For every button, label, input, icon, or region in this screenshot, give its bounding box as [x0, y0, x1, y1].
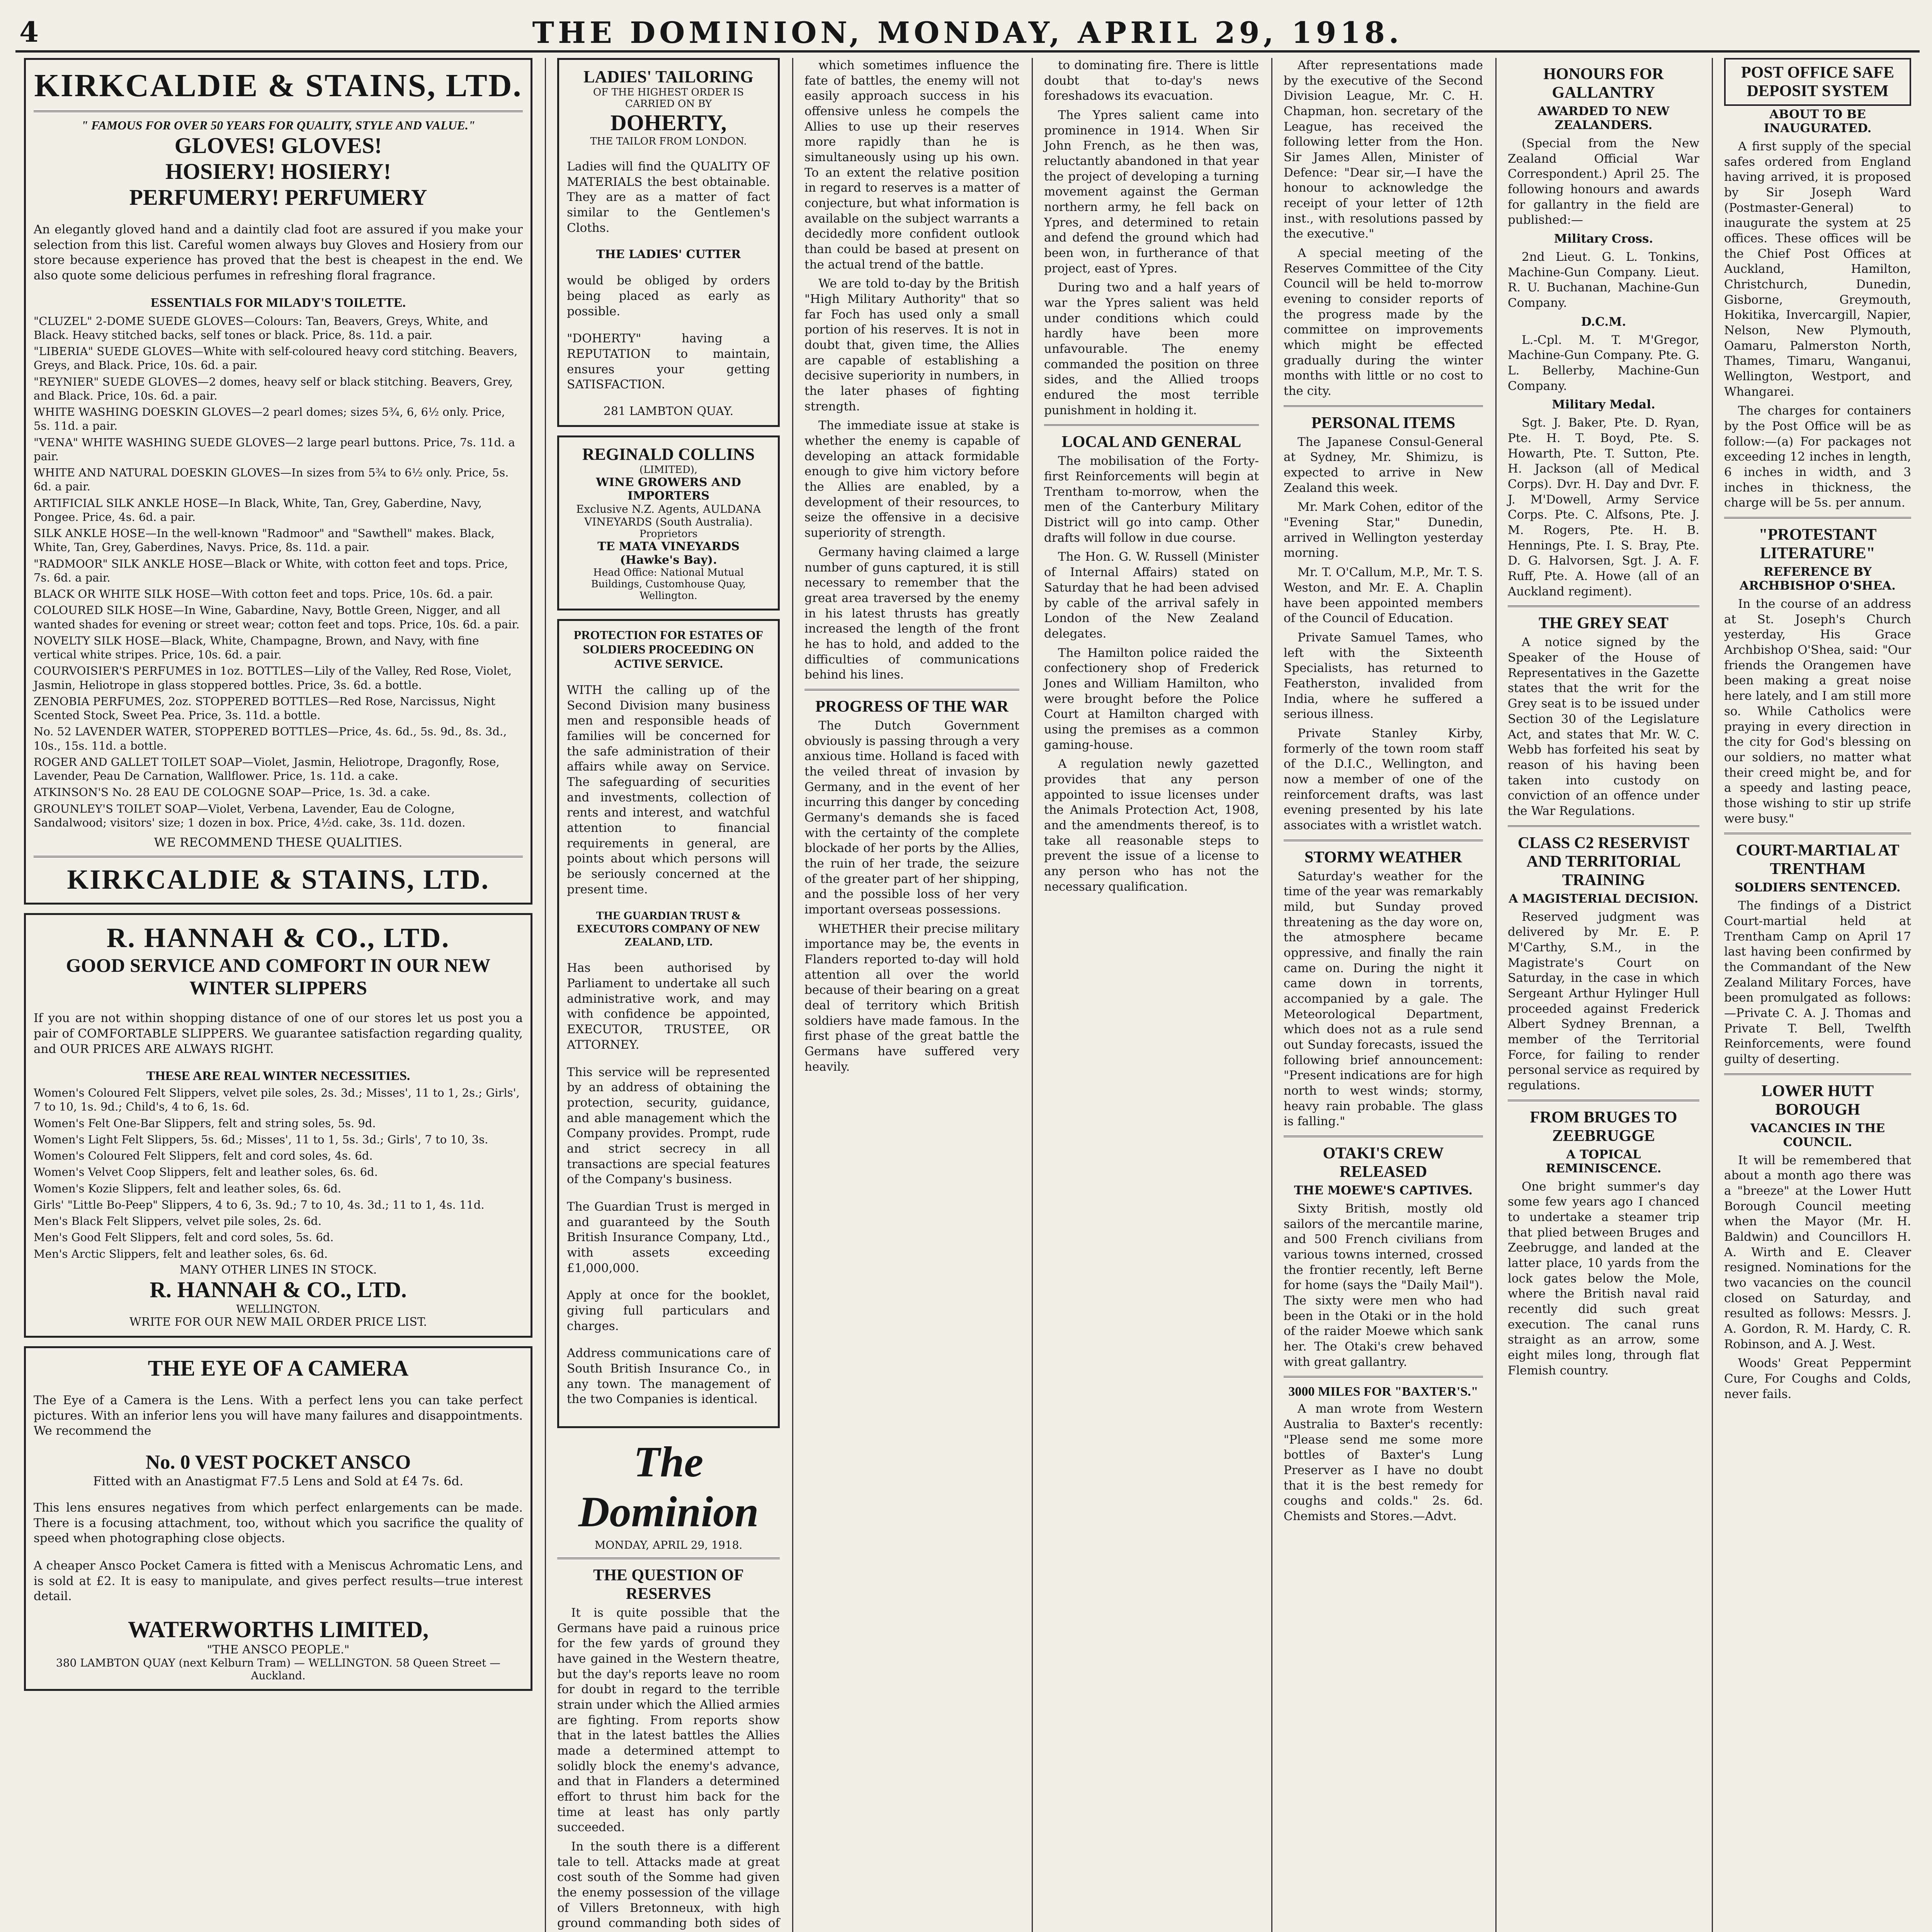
ladies-head: LADIES' TAILORING [583, 67, 753, 86]
grey-seat-head: THE GREY SEAT [1538, 614, 1669, 633]
article-paragraph: A first supply of the special safes ordered from England having arrived, it is proposed by Sir Joseph Ward (Postmaster-General) to inaugurate the system at 25 offices. These offices will be the Chief Post Offices at Auckland, Hamilton, Christchurch, Dunedin, Gisborne, Greymouth, Hokitika, Invercargill, Napier, Nelson, New Plymouth, Oamaru, Palmerston North, Thames, Timaru, Wanganui, Wellington, Westport, and Whangarei. [1724, 139, 1911, 399]
protestant-literature-head: "PROTESTANT LITERATURE" [1759, 526, 1877, 563]
list-item: COURVOISIER'S PERFUMES in 1oz. BOTTLES—Lily of the Valley, Red Rose, Violet, Jasmin, Heliotrope in glass stoppered bottles. Price, 3s. 6d. a bottle. [34, 664, 512, 692]
article-paragraph: The Hon. G. W. Russell (Minister of Internal Affairs) stated on Saturday that he had been advised by cable of the arrival safely in London of the New Zealand delegates. [1044, 550, 1259, 641]
column-4 [796, 58, 1028, 1932]
list-item: Women's Felt One-Bar Slippers, felt and string soles, 5s. 9d. [34, 1116, 376, 1130]
dcm-head: D.C.M. [1581, 315, 1626, 329]
lower-hutt-subhead: VACANCIES IN THE COUNCIL. [1750, 1121, 1885, 1149]
protection-trust-body: Has been authorised by Parliament to undertake all such administrative work, and may with confidence be appointed, EXECUTOR, TRUSTEE, OR ATTORNEY. [567, 961, 770, 1052]
hannah-many: MANY OTHER LINES IN STOCK. [179, 1263, 377, 1277]
article-paragraph: Sixty British, mostly old sailors of the mercantile marine, and 500 French civilians from various towns interned, crossed the frontier recently, left Berne for home (says the "Daily Mail"). The sixty were men who had been in the Otaki or in the hold of the raider Moewe which sank her. The Otaki's crew behaved with great gallantry. [1284, 1202, 1483, 1369]
list-item: "RADMOOR" SILK ANKLE HOSE—Black or White, with cotton feet and tops. Price, 7s. 6d. a pair. [34, 557, 508, 584]
article-paragraph: 2nd Lieut. G. L. Tonkins, Machine-Gun Company. Lieut. R. U. Buchanan, Machine-Gun Company. [1508, 250, 1699, 310]
stormy-weather-head: STORMY WEATHER [1304, 848, 1463, 866]
article-paragraph: One bright summer's day some few years ago I chanced to undertake a steamer trip that plied between Bruges and Zeebrugge, and landed at the latter place, 10 yards from the lock gates below the Mole, where the British naval raid recently did such great execution. The canal runs straight as an arrow, some eight miles long, through flat Flemish country. [1508, 1179, 1699, 1378]
gallantry-subhead: AWARDED TO NEW ZEALANDERS. [1537, 104, 1670, 132]
list-item: Women's Coloured Felt Slippers, felt and cord soles, 4s. 6d. [34, 1149, 373, 1163]
article-paragraph: Saturday's weather for the time of the year was remarkably mild, but Sunday proved threatening as the day wore on, the atmosphere became oppressive, and finally the rain came on. During the night it came down in torrents, accompanied by a gale. The Meteorological Department, which does not as a rule send out Sunday forecasts, issued the following brief announcement: "Present indications are for high north to west winds; stormy, heavy rain probable. The glass is falling." [1284, 869, 1483, 1129]
protection-body-3: The Guardian Trust is merged in and guaranteed by the South British Insurance Company, Ltd., with assets exceeding £1,000,000. [567, 1199, 770, 1275]
article-paragraph: Mr. T. O'Callum, M.P., Mr. T. S. Weston, and Mr. E. A. Chaplin have been appointed members of the Council of Education. [1284, 565, 1483, 626]
article-paragraph: which sometimes influence the fate of battles, the enemy will not easily approach success in his offensive unless he compels the Allies to use up their reserves more rapidly than he is simultaneously using up his own. To an extent the relative position in regard to reserves is a matter of conjecture, but what information is available on the subject warrants a decidedly more confident outlook than could be based at present on the actual trend of the battle. [804, 58, 1019, 272]
collins-vineyards: TE MATA VINEYARDS (Hawke's Bay). [597, 540, 740, 567]
safe-deposit-head: POST OFFICE SAFE DEPOSIT SYSTEM [1741, 64, 1894, 100]
article-paragraph: The Ypres salient came into prominence in 1914. When Sir John French, as he then was, reluctantly abandoned in that year the project of developing a turning movement against the German northern army, he fell back on Ypres, and determined to retain and defend the ground which had been won, in furtherance of that project, east of Ypres. [1044, 108, 1259, 276]
hannah-subhead: THESE ARE REAL WINTER NECESSITIES. [146, 1069, 410, 1083]
collins-agents: Exclusive N.Z. Agents, AULDANA VINEYARDS (South Australia). [576, 503, 761, 529]
otaki-head: OTAKI'S CREW RELEASED [1323, 1145, 1444, 1181]
camera-seller-address: 380 LAMBTON QUAY (next Kelburn Tram) — WELLINGTON. 58 Queen Street — Auckland. [56, 1656, 501, 1682]
list-item: BLACK OR WHITE SILK HOSE—With cotton feet and tops. Price, 10s. 6d. a pair. [34, 587, 493, 601]
list-item: Men's Black Felt Slippers, velvet pile soles, 2s. 6d. [34, 1214, 322, 1228]
kirkcaldie-footer: KIRKCALDIE & STAINS, LTD. [67, 864, 490, 895]
hannah-footer-city: WELLINGTON. [236, 1302, 320, 1315]
article-paragraph: A notice signed by the Speaker of the House of Representatives in the Gazette states that the writ for the Grey seat is to be issued under Section 30 of the Legislature Act, and states that Mr. W. C. Webb has forfeited his seat by reason of his having been taken into custody on conviction of an offence under the War Regulations. [1508, 635, 1699, 818]
article-paragraph: Mr. Mark Cohen, editor of the "Evening Star," Dunedin, arrived in Wellington yesterday morning. [1284, 500, 1483, 560]
mc-head: Military Cross. [1554, 232, 1653, 246]
ladies-cutter: THE LADIES' CUTTER [596, 248, 741, 262]
camera-product: No. 0 VEST POCKET ANSCO [145, 1451, 411, 1473]
hannah-footer-note: WRITE FOR OUR NEW MAIL ORDER PRICE LIST. [129, 1315, 427, 1329]
ladies-sub2: THE TAILOR FROM LONDON. [590, 136, 747, 147]
camera-body-1: The Eye of a Camera is the Lens. With a perfect lens you can take perfect pictures. With an inferior lens you will have many failures and disappointments. We recommend the [34, 1393, 523, 1438]
column-rule [1712, 58, 1713, 1932]
list-item: WHITE WASHING DOESKIN GLOVES—2 pearl domes; sizes 5¾, 6, 6½ only. Price, 5s. 11d. a pair. [34, 405, 505, 433]
camera-headline: THE EYE OF A CAMERA [148, 1355, 409, 1381]
dominion-logo: The Dominion [578, 1438, 759, 1536]
hannah-intro: If you are not within shopping distance of one of our stores let us post you a pair of COMFORTABLE SLIPPERS. We guarantee satisfaction regarding quality, and OUR PRICES ARE ALWAYS RIGHT. [34, 1011, 523, 1056]
column-5 [1036, 58, 1267, 1932]
lower-hutt-head: LOWER HUTT BOROUGH [1761, 1082, 1874, 1119]
article-paragraph: The findings of a District Court-martial held at Trentham Camp on April 17 last having been confirmed by the Commandant of the New Zealand Military Forces, have been promulgated as follows:—Private C. A. J. Thomas and Private T. Bell, Twelfth Reinforcements, were found guilty of deserting. [1724, 899, 1911, 1066]
editorial-paragraph: In the south there is a different tale to tell. Attacks made at great cost south of the Somme had given the enemy possession of the village of Villers Bretonneux, with high ground commanding both sides of [557, 1840, 780, 1930]
collins-office: Head Office: National Mutual Buildings, Customhouse Quay, Wellington. [591, 567, 746, 602]
ladies-body: Ladies will find the QUALITY OF MATERIALS the best obtainable. They are as a matter of fact similar to the Gentlemen's Cloths. [567, 160, 770, 235]
ladies-reputation: "DOHERTY" having a REPUTATION to maintain, ensures your getting SATISFACTION. [567, 332, 770, 392]
ladies-name: DOHERTY, [610, 110, 727, 135]
list-item: Men's Good Felt Slippers, felt and cord soles, 5s. 6d. [34, 1231, 334, 1244]
column-rule [792, 58, 793, 1932]
kirkcaldie-essentials: ESSENTIALS FOR MILADY'S TOILETTE. [150, 295, 406, 310]
article-paragraph: L.-Cpl. M. T. M'Gregor, Machine-Gun Company. Pte. G. L. Bellerby, Machine-Gun Company. [1508, 333, 1699, 393]
personal-items-head: PERSONAL ITEMS [1311, 414, 1456, 432]
list-item: "CLUZEL" 2-DOME SUEDE GLOVES—Colours: Tan, Beavers, Greys, White, and Black. Heavy stitched backs, self tones or black. Price, 8s. 11d. a pair. [34, 314, 488, 342]
protestant-literature-subhead: REFERENCE BY ARCHBISHOP O'SHEA. [1740, 565, 1896, 593]
column-7 [1499, 58, 1708, 1932]
kirkcaldie-slogan-hosiery: HOSIERY! HOSIERY! [165, 159, 391, 184]
article-paragraph: We are told to-day by the British "High Military Authority" that so far Foch has used only a small portion of his reserves. It is not in doubt that, given time, the Allies are capable of establishing a decisive superiority in numbers, in the later phases of fighting strength. [804, 277, 1019, 413]
kirkcaldie-slogan-gloves: GLOVES! GLOVES! [174, 133, 382, 158]
list-item: "LIBERIA" SUEDE GLOVES—White with self-coloured heavy cord stitching. Beavers, Greys, and Black. Price, 10s. 6d. a pair. [34, 345, 518, 372]
article-paragraph: A man wrote from Western Australia to Baxter's recently: "Please send me some more bottles of Baxter's Lung Preserver as I have no doubt that it is the best remedy for coughs and colds." 2s. 6d. Chemists and Stores.—Advt. [1284, 1402, 1483, 1524]
list-item: ROGER AND GALLET TOILET SOAP—Violet, Jasmin, Heliotrope, Dragonfly, Rose, Lavender, Peau De Carnation, Wallflower. Price, 1s. 11d. a cake. [34, 755, 500, 783]
local-general-head: LOCAL AND GENERAL [1061, 433, 1242, 451]
article-paragraph: The mobilisation of the Forty-first Reinforcements will begin at Trentham to-morrow, when the men of the Canterbury Military District will go into camp. Other drafts will follow in due course. [1044, 454, 1259, 545]
kirkcaldie-item-list [34, 314, 523, 830]
column-3 [549, 58, 788, 1932]
article-paragraph: (Special from the New Zealand Official War Correspondent.) April 25. The following honours and awards for gallantry in the field are published:— [1508, 136, 1699, 227]
masthead [15, 15, 1920, 53]
article-paragraph: Reserved judgment was delivered by Mr. E. P. M'Carthy, S.M., in the Magistrate's Court on Saturday, in the case in which Sergeant Arthur Hylinger Hull proceeded against Frederick Albert Sydney Brennan, a member of the Territorial Force, for failing to render personal service as required by regulations. [1508, 910, 1699, 1092]
court-martial-head: COURT-MARTIAL AT TRENTHAM [1736, 842, 1900, 878]
column-rule [1271, 58, 1272, 1932]
court-martial-subhead: SOLDIERS SENTENCED. [1735, 881, 1901, 895]
column-rule [545, 58, 546, 1932]
progress-head: PROGRESS OF THE WAR [815, 697, 1009, 716]
editorial-head: THE QUESTION OF RESERVES [593, 1566, 744, 1603]
kirkcaldie-name: KIRKCALDIE & STAINS, LTD. [34, 68, 522, 104]
article-paragraph: Woods' Great Peppermint Cure, For Coughs and Colds, never fails. [1724, 1356, 1911, 1401]
article-paragraph: During two and a half years of war the Ypres salient was held under conditions which could hardly have been more unfavourable. The enemy commanded the position on three sides, and the Allied troops endured the most terrible punishment in holding it. [1044, 281, 1259, 417]
list-item: Men's Arctic Slippers, felt and leather soles, 6s. 6d. [34, 1247, 328, 1260]
article-paragraph: The Dutch Government obviously is passing through a very anxious time. Holland is faced with the veiled threat of invasion by Germany, and in the event of her incurring this danger by conceding Germany's demands she is faced with the certainty of the complete blockade of her ports by the Allies, the ruin of her trade, the seizure of the greater part of her shipping, and the possible loss of her very important overseas possessions. [804, 718, 1019, 917]
ladies-address: 281 LAMBTON QUAY. [603, 405, 734, 418]
article-paragraph: Sgt. J. Baker, Pte. D. Ryan, Pte. H. T. Boyd, Pte. S. Howarth, Pte. T. Sutton, Pte. H. Jackson (all of Medical Corps). Dvr. H. Day and Dvr. F. J. M'Dowell, Army Service Corps. Pte. C. Alfsons, Pte. J. M. Rogers, Pte. H. B. Hennings, Pte. I. S. Bray, Pte. D. G. Halvorsen, Sgt. J. A. F. Ruff, Pte. A. Howe (all of an Auckland regiment). [1508, 416, 1699, 599]
bruges-subhead: A TOPICAL REMINISCENCE. [1546, 1147, 1662, 1175]
otaki-subhead: THE MOEWE'S CAPTIVES. [1294, 1184, 1473, 1197]
newspaper-title: THE DOMINION, MONDAY, APRIL 29, 1918. [532, 15, 1403, 50]
mm-head: Military Medal. [1552, 398, 1655, 412]
list-item: ARTIFICIAL SILK ANKLE HOSE—In Black, White, Tan, Grey, Gaberdine, Navy, Pongee. Price, 4s. 6d. a pair. [34, 496, 482, 524]
list-item: Women's Velvet Coop Slippers, felt and leather soles, 6s. 6d. [34, 1165, 378, 1179]
article-paragraph: Private Samuel Tames, who left with the Sixteenth Specialists, has returned to Featherston, invalided from India, where he suffered a serious illness. [1284, 630, 1483, 721]
kirkcaldie-ad [24, 58, 532, 905]
kirkcaldie-intro: An elegantly gloved hand and a daintily clad foot are assured if you make your selection from this list. Careful women always buy Gloves and Hosiery from our store because experience has proved that the best is cheapest in the end. We also quote some delicious perfumes in refreshing floral fragrance. [34, 223, 523, 283]
class-c2-subhead: A MAGISTERIAL DECISION. [1509, 891, 1699, 906]
article-paragraph: In the course of an address at St. Joseph's Church yesterday, His Grace Archbishop O'Shea, said: "Our friends the Orangemen have been making a great noise here lately, and I am still more so. While Catholics were praying in every direction in the city for God's blessing on our soldiers, no matter what their creed might be, and for a speedy and lasting peace, those wishing to stir up strife were busy." [1724, 597, 1911, 826]
ads-column-left [15, 58, 541, 1932]
article-paragraph: The immediate issue at stake is whether the enemy is capable of developing an attack formidable enough to give him victory before the Allies are enabled, by a development of their resources, to seize the offensive in a decisive superiority of strength. [804, 418, 1019, 540]
ladies-tailoring-ad [557, 58, 780, 427]
list-item: No. 52 LAVENDER WATER, STOPPERED BOTTLES—Price, 4s. 6d., 5s. 9d., 8s. 3d., 10s., 15s. 11d. a bottle. [34, 725, 507, 752]
camera-seller-sub: "THE ANSCO PEOPLE." [207, 1643, 350, 1656]
protection-body: WITH the calling up of the Second Division many business men and responsible heads of families will be concerned for the safe administration of their affairs while away on Service. The safeguarding of securities and investments, collection of rents and interest, and watchful attention to financial requirements in general, are points about which persons will be seriously concerned at the present time. [567, 683, 770, 896]
kirkcaldie-slogan-perfumery: PERFUMERY! PERFUMERY [129, 185, 427, 210]
camera-spec: Fitted with an Anastigmat F7.5 Lens and Sold at £4 7s. 6d. [93, 1473, 464, 1488]
list-item: "REYNIER" SUEDE GLOVES—2 domes, heavy self or black stitching. Beavers, Grey, and Black. Price, 10s. 6d. a pair. [34, 375, 513, 402]
protection-body-2: This service will be represented by an address of obtaining the protection, security, guidance, and able management which the Company provides. Prompt, rude and strict secrecy in all transactions are special features of the Company's business. [567, 1065, 770, 1187]
ladies-cutter-body: would be obliged by orders being placed as early as possible. [567, 274, 770, 318]
safe-deposit-headbox [1724, 58, 1911, 106]
collins-name: REGINALD COLLINS [582, 445, 755, 464]
collins-sub: WINE GROWERS AND IMPORTERS [596, 476, 741, 503]
dominion-date: MONDAY, APRIL 29, 1918. [594, 1538, 743, 1551]
article-paragraph: A regulation newly gazetted provides that any person appointed to issue licenses under the Animals Protection Act, 1908, and the amendments thereof, is to take all reasonable steps to prevent the issue of a license to any person who has not the necessary qualification. [1044, 757, 1259, 894]
list-item: ATKINSON'S No. 28 EAU DE COLOGNE SOAP—Price, 1s. 3d. a cake. [34, 786, 430, 799]
bruges-head: FROM BRUGES TO ZEEBRUGGE [1530, 1108, 1677, 1145]
collins-ad [557, 435, 780, 611]
article-paragraph: The Japanese Consul-General at Sydney, Mr. Shimizu, is expected to arrive in New Zealand this week. [1284, 435, 1483, 495]
article-paragraph: The Hamilton police raided the confectionery shop of Frederick Jones and William Hamilton, who were brought before the Police Court at Hamilton charged with using the premises as a common gaming-house. [1044, 646, 1259, 752]
hannah-ad [24, 913, 532, 1338]
protection-booklet: Apply at once for the booklet, giving full particulars and charges. [567, 1288, 770, 1333]
protection-ad [557, 619, 780, 1428]
page-number: 4 [19, 15, 39, 48]
list-item: Women's Coloured Felt Slippers, velvet pile soles, 2s. 3d.; Misses', 11 to 1, 2s.; Girls', 7 to 10, 1s. 9d.; Child's, 4 to 6, 1s. 6d. [34, 1086, 520, 1114]
kirkcaldie-tagline: " FAMOUS FOR OVER 50 YEARS FOR QUALITY, STYLE AND VALUE." [81, 118, 475, 132]
article-paragraph: A special meeting of the Reserves Committee of the City Council will be held to-morrow evening to consider reports of the progress made by the committee on improvements which might be effected gradually during the winter months with little or no cost to the city. [1284, 246, 1483, 398]
hannah-footer-name: R. HANNAH & CO., LTD. [150, 1277, 407, 1302]
hannah-name: R. HANNAH & CO., LTD. [106, 922, 450, 954]
article-paragraph: The charges for containers by the Post Office will be as follow:—(a) For packages not exceeding 12 inches in length, 6 inches in width, and 3 inches in thickness, the charge will be 5s. per annum. [1724, 404, 1911, 510]
article-paragraph: Private Stanley Kirby, formerly of the town room staff of the D.I.C., Wellington, and now a member of one of the reinforcement drafts, was last evening presented by his late associates with a wristlet watch. [1284, 726, 1483, 832]
list-item: GROUNLEY'S TOILET SOAP—Violet, Verbena, Lavender, Eau de Cologne, Sandalwood; visitors' size; 1 dozen in box. Price, 4½d. cake, 3s. 11d. dozen. [34, 802, 466, 829]
list-item: "VENA" WHITE WASHING SUEDE GLOVES—2 large pearl buttons. Price, 7s. 11d. a pair. [34, 435, 515, 463]
kirkcaldie-recommend: WE RECOMMEND THESE QUALITIES. [154, 835, 403, 850]
baxter-head: 3000 MILES FOR "BAXTER'S." [1288, 1384, 1478, 1399]
list-item: SILK ANKLE HOSE—In the well-known "Radmoor" and "Sawthell" makes. Black, White, Tan, Grey, Gaberdines, Navys. Price, 8s. 11d. a pair. [34, 527, 495, 554]
protection-head: PROTECTION FOR ESTATES OF SOLDIERS PROCEEDING ON ACTIVE SERVICE. [573, 628, 764, 671]
column-rule [1032, 58, 1033, 1932]
article-paragraph: After representations made by the executive of the Second Division League, Mr. C. H. Chapman, hon. secretary of the League, has received the following letter from the Hon. Sir James Allen, Minister of Defence: "Dear sir,—I have the honour to acknowledge the receipt of your letter of 12th inst., with resolutions passed by the executive." [1284, 58, 1483, 241]
camera-seller: WATERWORTHS LIMITED, [128, 1617, 429, 1642]
list-item: ZENOBIA PERFUMES, 2oz. STOPPERED BOTTLES—Red Rose, Narcissus, Night Scented Stock, Sweet Pea. Price, 3s. 11d. a bottle. [34, 694, 495, 722]
article-paragraph: Germany having claimed a large number of guns captured, it is still necessary to remember that the great area traversed by the enemy in his latest thrusts has greatly increased the length of the front he has to hold, and added to the difficulties of communications behind his lines. [804, 545, 1019, 682]
camera-ad [24, 1346, 532, 1691]
list-item: Girls' "Little Bo-Peep" Slippers, 4 to 6, 3s. 9d.; 7 to 10, 4s. 3d.; 11 to 1, 4s. 11d. [34, 1198, 485, 1211]
camera-body-3: A cheaper Ansco Pocket Camera is fitted with a Meniscus Achromatic Lens, and is sold at £2. It is easy to manipulate, and gives perfect results—true interest detail. [34, 1558, 523, 1604]
gallantry-head: HONOURS FOR GALLANTRY [1543, 65, 1664, 102]
column-6 [1275, 58, 1492, 1932]
list-item: Women's Kozie Slippers, felt and leather soles, 6s. 6d. [34, 1182, 342, 1195]
hannah-item-list [34, 1086, 523, 1261]
collins-prop: Proprietors [639, 528, 698, 540]
list-item: COLOURED SILK HOSE—In Wine, Gabardine, Navy, Bottle Green, Nigger, and all wanted shades for evening or street wear; cotton feet and tops. Price, 10s. 6d. a pair. [34, 604, 520, 631]
protection-address: Address communications care of South British Insurance Co., in any town. The management of the two Companies is identical. [567, 1346, 770, 1406]
article-paragraph: to dominating fire. There is little doubt that to-day's news foreshadows its evacuation. [1044, 58, 1259, 103]
list-item: NOVELTY SILK HOSE—Black, White, Champagne, Brown, and Navy, with fine vertical white stripes. Price, 10s. 6d. a pair. [34, 634, 479, 662]
column-8 [1716, 58, 1920, 1932]
list-item: WHITE AND NATURAL DOESKIN GLOVES—In sizes from 5¾ to 6½ only. Price, 5s. 6d. a pair. [34, 466, 509, 493]
column-rule [1495, 58, 1497, 1932]
article-paragraph: WHETHER their precise military importance may be, the events in Flanders reported to-day will hold attention all over the world because of their bearing on a great deal of territory which British soldiers have made famous. In the first phase of the great battle the Germans have suffered very heavily. [804, 922, 1019, 1074]
hannah-headline: GOOD SERVICE AND COMFORT IN OUR NEW WINTER SLIPPERS [66, 954, 491, 999]
safe-deposit-subhead: ABOUT TO BE INAUGURATED. [1764, 107, 1872, 135]
camera-body-2: This lens ensures negatives from which perfect enlargements can be made. There is a focusing attachment, too, without which you sacrifice the quality of speed when photographing close objects. [34, 1500, 523, 1546]
editorial-paragraph: It is quite possible that the Germans have paid a ruinous price for the few yards of ground they have gained in the Western theatre, but the day's reports leave no room for doubt in regard to the terrible strain under which the Allied armies are fighting. From reports show that in the latest battles the Allies made a determined attempt to solidly block the enemy's advance, and that in Flanders a determined effort to thrust him back for the time at least has only partly succeeded. [557, 1605, 780, 1835]
class-c2-head: CLASS C2 RESERVIST AND TERRITORIAL TRAINING [1517, 834, 1690, 889]
article-paragraph: It will be remembered that about a month ago there was a "breeze" at the Lower Hutt Borough Council meeting when the Mayor (Mr. H. Baldwin) and Councillors H. A. Wirth and E. Cleaver resigned. Nominations for the two vacancies on the council closed on Saturday, and resulted as follows: Messrs. J. A. Gordon, R. M. Hardy, C. R. Robinson, and A. J. West. [1724, 1153, 1911, 1351]
protection-trust: THE GUARDIAN TRUST & EXECUTORS COMPANY OF NEW ZEALAND, LTD. [577, 909, 760, 949]
list-item: Women's Light Felt Slippers, 5s. 6d.; Misses', 11 to 1, 5s. 3d.; Girls', 7 to 10, 3s. [34, 1133, 488, 1146]
ladies-sub: OF THE HIGHEST ORDER IS CARRIED ON BY [593, 87, 744, 110]
collins-limited: (LIMITED), [639, 464, 698, 476]
